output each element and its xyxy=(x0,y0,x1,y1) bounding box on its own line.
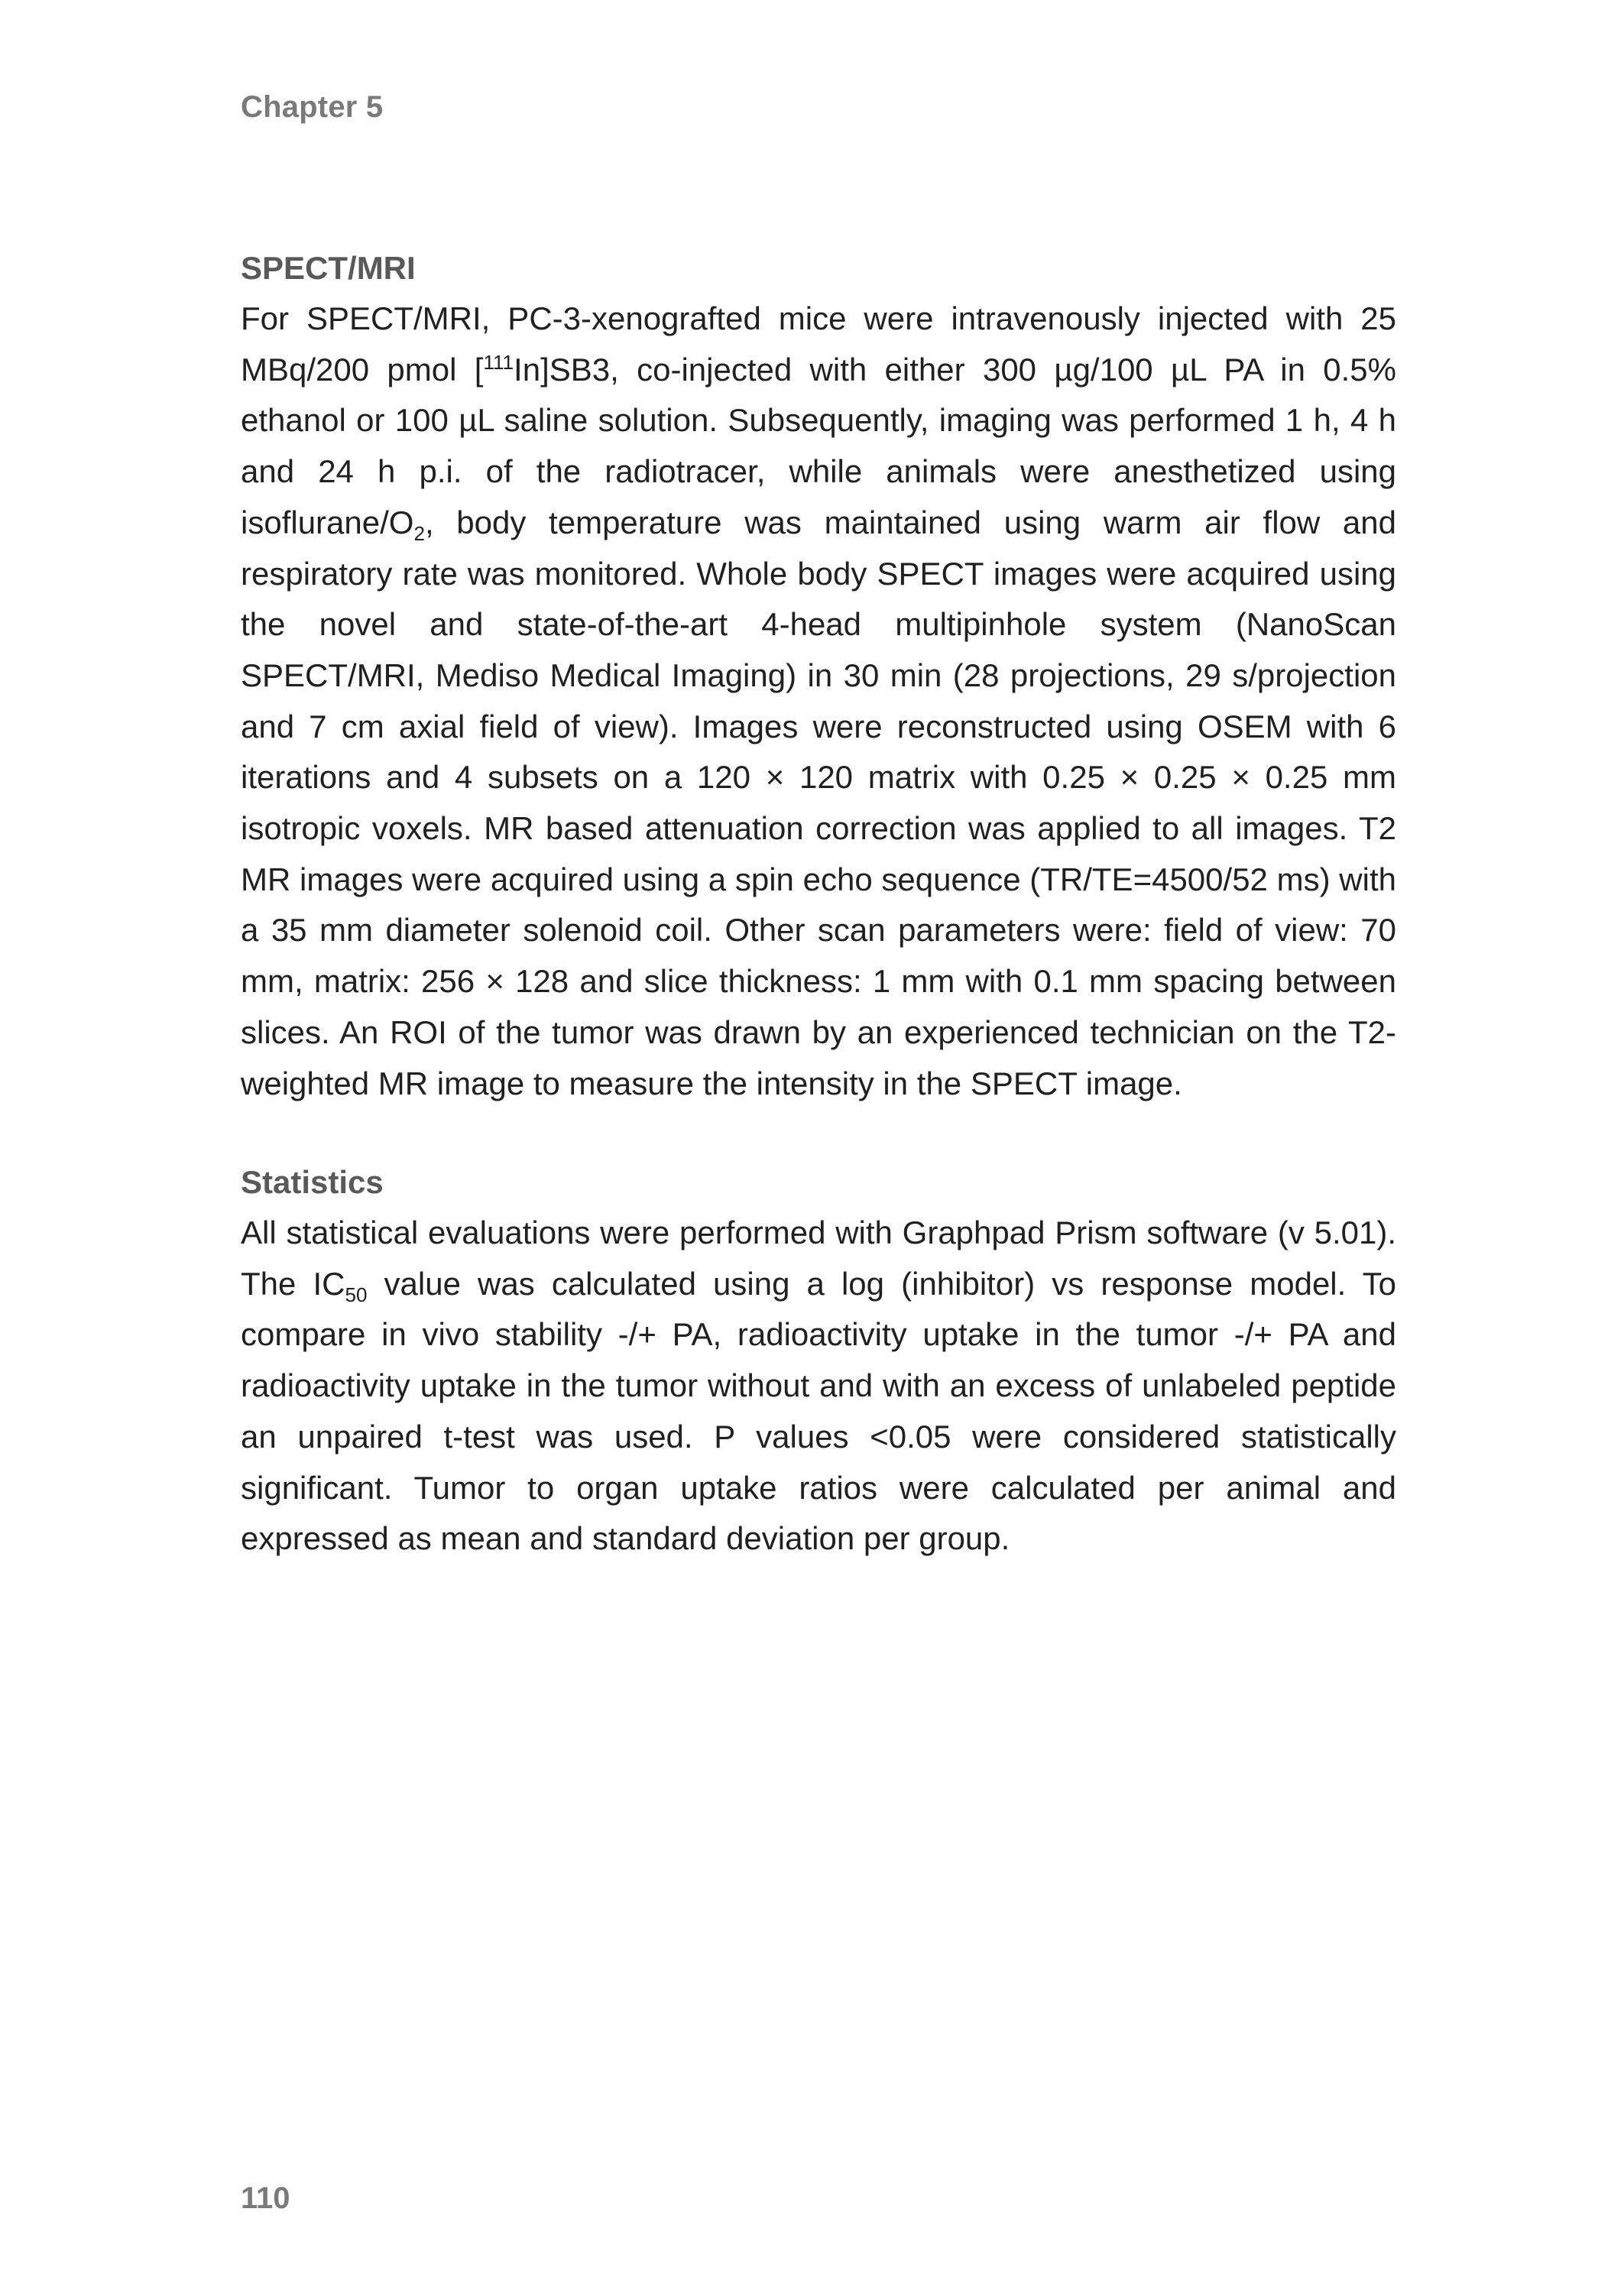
section-spect-mri xyxy=(241,243,1396,1109)
section-statistics xyxy=(241,1157,1396,1565)
text-segment: All statistical evaluations were performed with Graphpad Prism software (v 5.01). The IC xyxy=(241,1215,1396,1302)
subscript-2: 2 xyxy=(413,521,425,545)
paragraph-statistics xyxy=(241,1208,1396,1565)
text-segment: In]SB3, co-injected with either 300 µg/100 µL PA in 0.5% ethanol or 100 µL saline solution. Subsequently, imaging was performed 1 h, 4 h and 24 h p.i. of the radiotracer, while animals were anesthetized using isoflurane/O xyxy=(241,351,1396,540)
text-segment: For SPECT/MRI, PC-3-xenografted mice were intravenously injected with 25 MBq/200 pmol [ xyxy=(241,300,1396,388)
subscript-50: 50 xyxy=(345,1283,368,1306)
paragraph-spect-mri xyxy=(241,294,1396,1109)
running-head: Chapter 5 xyxy=(241,90,384,124)
text-segment: value was calculated using a log (inhibitor) vs response model. To compare in vivo stability -/+ PA, radioactivity uptake in the tumor -/+ PA and radioactivity uptake in the tumor without and with an excess of unlabeled peptide an unpaired t-test was used. P values <0.05 were considered statistically significant. Tumor to organ uptake ratios were calculated per animal and expressed as mean and standard deviation per group. xyxy=(241,1265,1396,1557)
section-heading-statistics: Statistics xyxy=(241,1164,384,1200)
section-heading-spect-mri: SPECT/MRI xyxy=(241,250,416,286)
superscript-111: 111 xyxy=(483,351,514,375)
page-number: 110 xyxy=(241,2181,290,2215)
text-segment: , body temperature was maintained using warm air flow and respiratory rate was monitored. Whole body SPECT images were acquired using the novel and state-of-the-art 4-head multipinhole system (NanoScan SPECT/MRI, Mediso Medical Imaging) in 30 min (28 projections, 29 s/projection and 7 cm axial field of view). Images were reconstructed using OSEM with 6 iterations and 4 subsets on a 120 × 120 matrix with 0.25 × 0.25 × 0.25 mm isotropic voxels. MR based attenuation correction was applied to all images. T2 MR images were acquired using a spin echo sequence (TR/TE=4500/52 ms) with a 35 mm diameter solenoid coil. Other scan parameters were: field of view: 70 mm, matrix: 256 × 128 and slice thickness: 1 mm with 0.1 mm spacing between slices. An ROI of the tumor was drawn by an experienced technician on the T2-weighted MR image to measure the intensity in the SPECT image. xyxy=(241,504,1396,1101)
